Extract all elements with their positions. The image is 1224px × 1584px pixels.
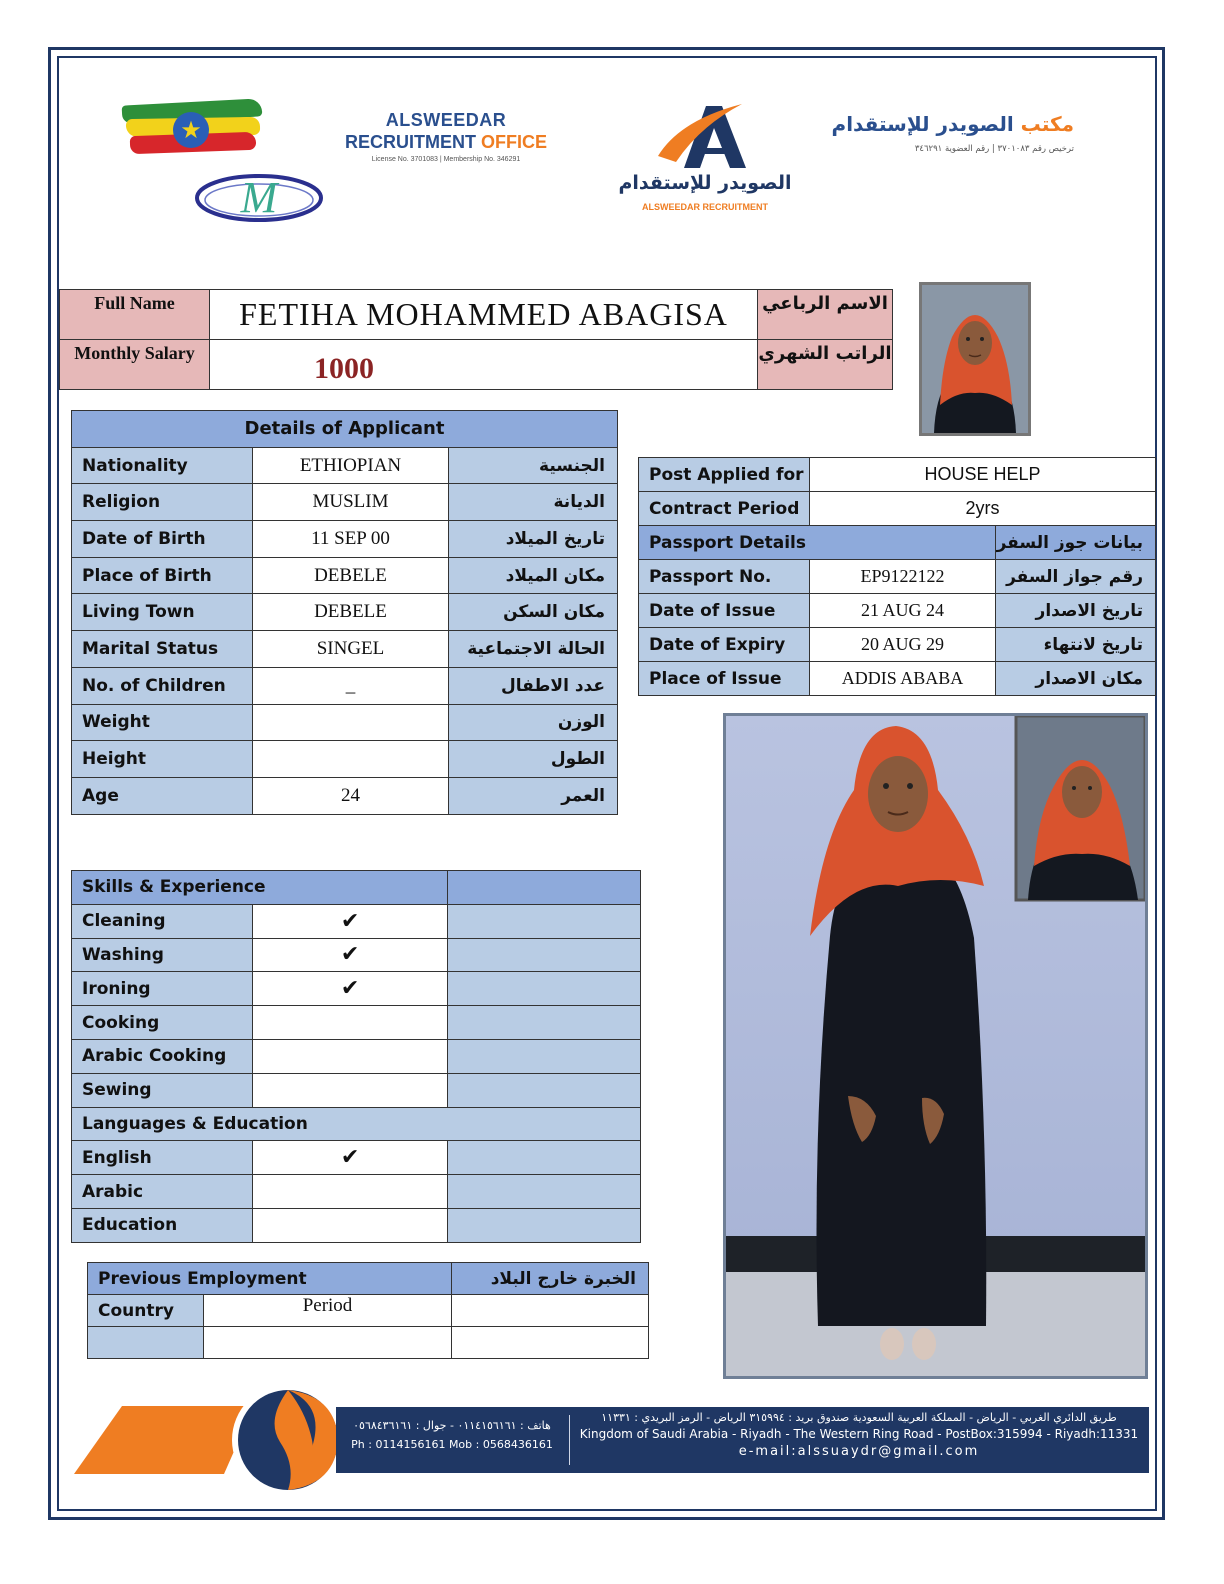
table-row: Living Town DEBELE مكان السكن xyxy=(72,594,618,631)
table-row xyxy=(639,492,1156,526)
table-row: Age 24 العمر xyxy=(72,777,618,814)
footer-phone-en: Ph : 0114156161 Mob : 0568436161 xyxy=(351,1438,553,1451)
post-label: Post Applied for xyxy=(639,458,810,492)
m-logo-letter: M xyxy=(240,173,278,222)
contract-label: Contract Period xyxy=(639,492,810,526)
salary-arabic-label: الراتب الشهري xyxy=(758,340,893,390)
table-row: Cooking xyxy=(72,1006,641,1040)
office-name-line1: ALSWEEDAR xyxy=(385,110,507,130)
table-row: No. of Children _ عدد الاطفال xyxy=(72,667,618,704)
a-logo-icon xyxy=(610,100,800,174)
table-row: Education xyxy=(72,1208,641,1242)
applicant-portrait-photo xyxy=(919,282,1031,436)
footer-divider xyxy=(569,1415,570,1465)
table-row: Nationality ETHIOPIAN الجنسية xyxy=(72,447,618,484)
footer-contact-bar xyxy=(336,1407,1149,1473)
office-name-line2: RECRUITMENT OFFICE xyxy=(345,132,547,152)
table-row: Arabic Cooking xyxy=(72,1039,641,1073)
table-row: Religion MUSLIM الديانة xyxy=(72,484,618,521)
table-row: Passport No. EP9122122 رقم جواز السفر xyxy=(639,560,1156,594)
footer-phone-ar: هاتف : ٠١١٤١٥٦١٦١ - جوال : ٠٥٦٨٤٣٦١٦١ xyxy=(353,1419,551,1432)
logo-english-text: ALSWEEDAR RECRUITMENT xyxy=(642,202,768,212)
applicant-details-table xyxy=(71,410,618,815)
m-logo-icon xyxy=(193,170,325,224)
country-label: Country xyxy=(88,1295,204,1327)
previous-employment-title: Previous Employment xyxy=(88,1263,452,1295)
skills-title: Skills & Experience xyxy=(72,871,448,905)
checkmark-icon: ✔ xyxy=(252,1141,448,1175)
office-arabic-logo: مكتب الصويدر للإستقدام ترخيص رقم ٣٧٠١٠٨٣ | رقم العضوية ٣٤٦٢٩١ xyxy=(822,112,1074,168)
full-name-arabic-label: الاسم الرباعي xyxy=(758,290,893,340)
period-label: Period xyxy=(204,1295,452,1327)
checkmark-icon: ✔ xyxy=(252,972,448,1006)
table-row: Height الطول xyxy=(72,741,618,778)
footer-email[interactable]: e-mail:alssuaydr@gmail.com xyxy=(738,1444,980,1459)
table-row: Date of Expiry 20 AUG 29 تاريخ لانتهاء xyxy=(639,628,1156,662)
checkmark-icon: ✔ xyxy=(252,938,448,972)
table-row: Washing ✔ xyxy=(72,938,641,972)
footer-address-ar: طريق الدائري الغربي - الرياض - المملكة العربية السعودية صندوق بريد : ٣١٥٩٩٤ الرياض - الرمز البريدي : ١١٣٣١ xyxy=(601,1411,1117,1424)
table-row: Place of Issue ADDIS ABABA مكان الاصدار xyxy=(639,662,1156,696)
table-row: Arabic xyxy=(72,1175,641,1209)
table-row: Date of Issue 21 AUG 24 تاريخ الاصدار xyxy=(639,594,1156,628)
table-row: Ironing ✔ xyxy=(72,972,641,1006)
full-name-label: Full Name xyxy=(60,290,210,340)
license-line: License No. 3701083 | Membership No. 346291 xyxy=(371,156,521,163)
table-row: Weight الوزن xyxy=(72,704,618,741)
ethiopia-flag-icon: ★ xyxy=(122,98,264,160)
footer-address-en: Kingdom of Saudi Arabia - Riyadh - The Western Ring Road - PostBox:315994 - Riyadh:11331 xyxy=(579,1427,1139,1441)
checkmark-icon: ✔ xyxy=(252,904,448,938)
table-row: Marital Status SINGEL الحالة الاجتماعية xyxy=(72,631,618,668)
contract-value: 2yrs xyxy=(810,492,1156,526)
languages-title: Languages & Education xyxy=(72,1107,641,1141)
table-row: English ✔ xyxy=(72,1141,641,1175)
alsweedar-text-logo xyxy=(332,110,560,174)
table-row xyxy=(639,526,1156,560)
table-row: Sewing xyxy=(72,1073,641,1107)
salary-value: 1000 xyxy=(210,340,758,390)
table-row: Place of Birth DEBELE مكان الميلاد xyxy=(72,557,618,594)
passport-details-title-ar: بيانات جوز السفر xyxy=(996,526,1156,560)
office-arabic-license: ترخيص رقم ٣٧٠١٠٨٣ | رقم العضوية ٣٤٦٢٩١ xyxy=(914,144,1074,154)
post-passport-table xyxy=(638,457,1156,696)
footer-logo-shape xyxy=(74,1380,344,1496)
applicant-full-body-photo xyxy=(723,713,1148,1379)
name-salary-table xyxy=(59,289,893,390)
table-row xyxy=(88,1295,649,1327)
post-value: HOUSE HELP xyxy=(810,458,1156,492)
previous-employment-title-ar: الخبرة خارج البلاد xyxy=(452,1263,649,1295)
salary-label: Monthly Salary xyxy=(60,340,210,390)
logo-arabic-text: الصويدر للإستقدام xyxy=(618,172,792,194)
previous-employment-table xyxy=(87,1262,649,1359)
recruitment-a-logo xyxy=(610,100,800,218)
full-name-value: FETIHA MOHAMMED ABAGISA xyxy=(210,290,758,340)
applicant-details-title: Details of Applicant xyxy=(72,411,618,448)
table-row xyxy=(88,1327,649,1359)
passport-details-title: Passport Details xyxy=(639,526,996,560)
table-row: Cleaning ✔ xyxy=(72,904,641,938)
table-row: Date of Birth 11 SEP 00 تاريخ الميلاد xyxy=(72,521,618,558)
skills-table xyxy=(71,870,641,1243)
table-row xyxy=(639,458,1156,492)
